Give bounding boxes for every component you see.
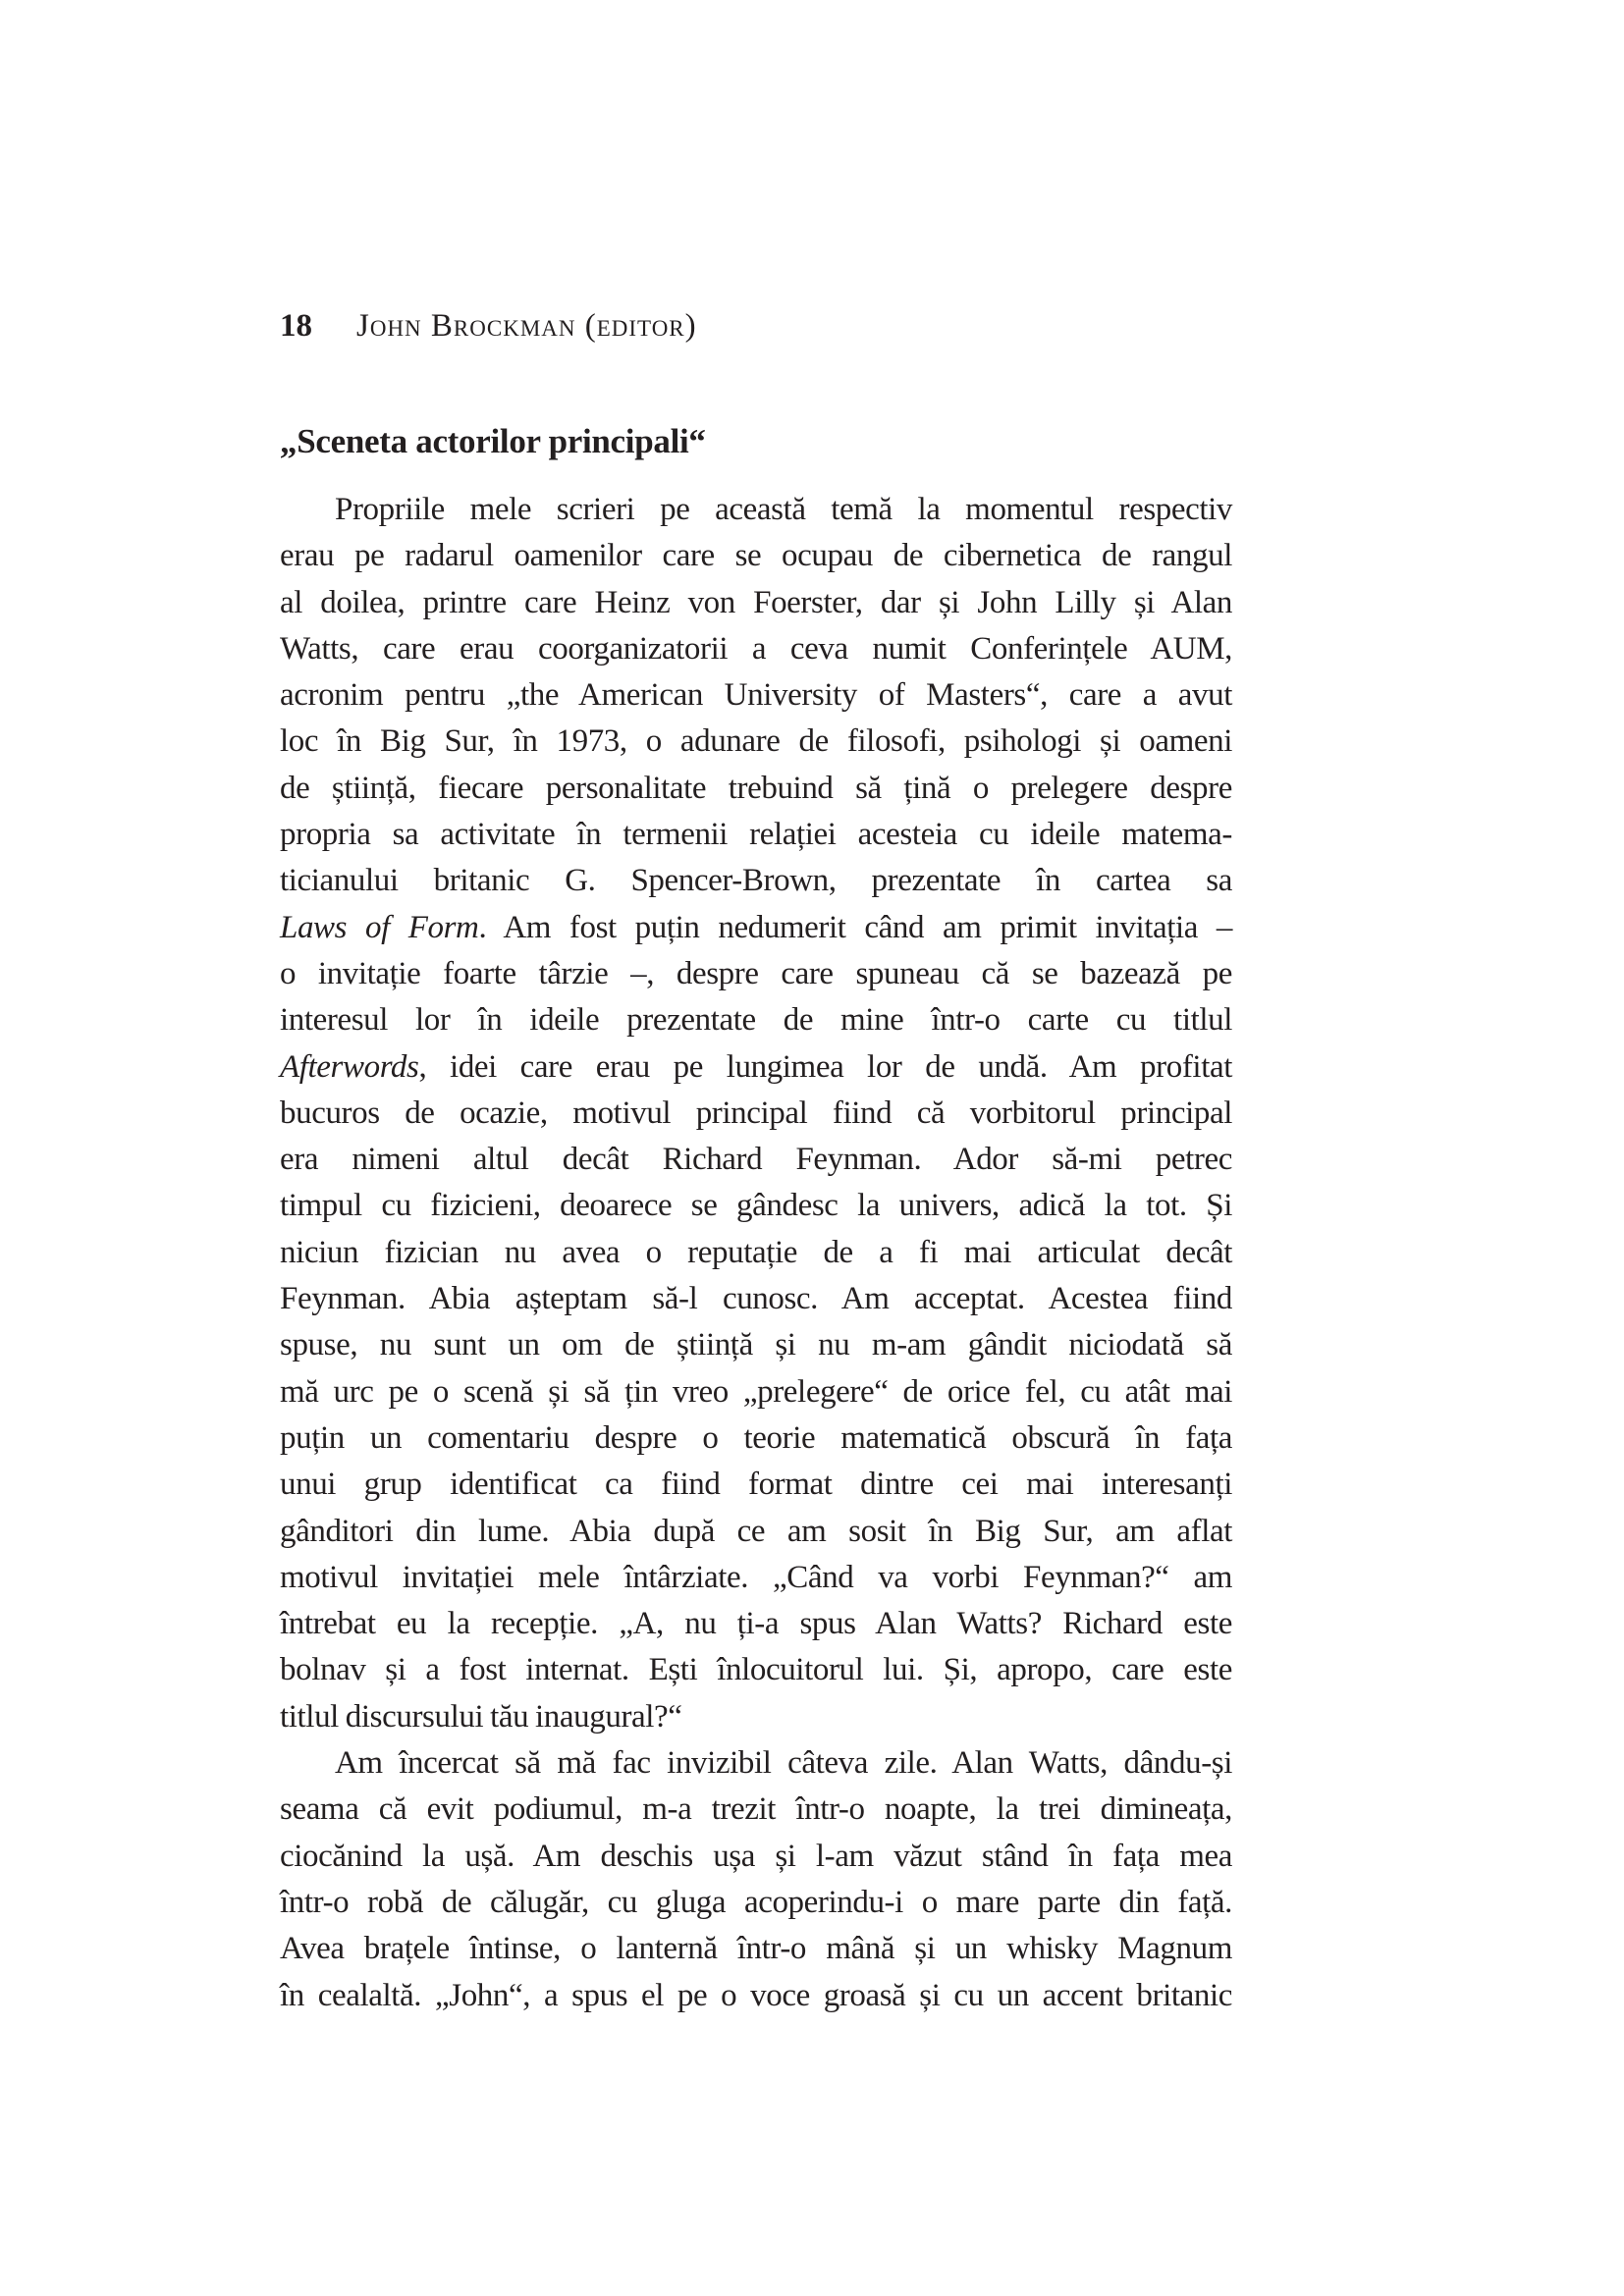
- line-text: întrebat eu la recepție. „A, nu ți-a spus Alan Watts? Richard este: [280, 1606, 1232, 1642]
- text-line: [280, 719, 1232, 765]
- text-line: [280, 1183, 1232, 1229]
- line-text: . Am fost puțin nedumerit când am primit invitația –: [478, 909, 1232, 945]
- text-line: [280, 580, 1232, 626]
- text-line: [280, 1973, 1232, 2019]
- line-text: Am încercat să mă fac invizibil câteva zile. Alan Watts, dându-și: [335, 1745, 1232, 1782]
- text-line: [280, 1694, 1232, 1740]
- line-text: niciun fizician nu avea o reputație de a fi mai articulat decât: [280, 1234, 1232, 1270]
- text-line: [280, 533, 1232, 579]
- line-text: unui grup identificat ca fiind format dintre cei mai interesanți: [280, 1467, 1232, 1503]
- text-line: [280, 1044, 1232, 1091]
- line-text: gânditori din lume. Abia după ce am sosit în Big Sur, am aflat: [280, 1513, 1232, 1549]
- text-line: [280, 1230, 1232, 1276]
- line-text: Avea brațele întinse, o lanternă într-o mână și un whisky Magnum: [280, 1931, 1232, 1967]
- text-line: [280, 1647, 1232, 1693]
- line-text: timpul cu fizicieni, deoarece se gândesc la univers, adică la tot. Și: [280, 1188, 1232, 1224]
- line-text: titlul discursului tău inaugural?“: [280, 1698, 682, 1735]
- line-text: Propriile mele scrieri pe această temă la momentul respectiv: [335, 492, 1232, 527]
- text-line: [280, 1462, 1232, 1508]
- text-line: [280, 905, 1232, 951]
- running-title: John Brockman (editor): [356, 308, 697, 344]
- text-line: [280, 1415, 1232, 1462]
- line-text: al doilea, printre care Heinz von Foerster, dar și John Lilly și Alan: [280, 584, 1232, 620]
- text-line: [280, 1601, 1232, 1647]
- text-line: [280, 1091, 1232, 1137]
- text-line: [280, 951, 1232, 997]
- page-number: 18: [280, 308, 312, 344]
- line-text: loc în Big Sur, în 1973, o adunare de filosofi, psihologi și oameni: [280, 723, 1232, 760]
- text-line: [280, 626, 1232, 672]
- line-text: erau pe radarul oamenilor care se ocupau de cibernetica de rangul: [280, 538, 1232, 574]
- line-text: ticianului britanic G. Spencer-Brown, prezentate în cartea sa: [280, 863, 1232, 899]
- text-line: [280, 1834, 1232, 1880]
- text-line: [280, 1276, 1232, 1322]
- line-text: bolnav și a fost internat. Ești înlocuitorul lui. Și, apropo, care este: [280, 1652, 1232, 1688]
- line-text: motivul invitației mele întârziate. „Când va vorbi Feynman?“ am: [280, 1559, 1232, 1595]
- line-text: acronim pentru „the American University of Masters“, care a avut: [280, 677, 1232, 714]
- line-text: în cealaltă. „John“, a spus el pe o voce groasă și cu un accent britanic: [280, 1977, 1232, 2013]
- text-line: [280, 1926, 1232, 1972]
- line-text: de știință, fiecare personalitate trebuind să țină o prelegere despre: [280, 770, 1232, 806]
- line-text: spuse, nu sunt un om de știință și nu m-am gândit niciodată să: [280, 1327, 1232, 1363]
- text-line: [280, 1137, 1232, 1183]
- line-text: propria sa activitate în termenii relației acesteia cu ideile matema-: [280, 817, 1232, 853]
- line-text: bucuros de ocazie, motivul principal fiind că vorbitorul principal: [280, 1095, 1232, 1131]
- section-title: „Sceneta actorilor principali“: [280, 422, 706, 460]
- text-line: [280, 1787, 1232, 1833]
- line-text: o invitație foarte târzie –, despre care spuneau că se bazează pe: [280, 955, 1232, 991]
- text-line: [280, 1740, 1232, 1787]
- text-line: [280, 812, 1232, 858]
- line-text: Feynman. Abia așteptam să-l cunosc. Am acceptat. Acestea fiind: [280, 1281, 1232, 1317]
- line-text: ciocănind la ușă. Am deschis ușa și l-am văzut stând în fața mea: [280, 1838, 1232, 1874]
- book-title-italic: Laws of Form: [280, 909, 479, 945]
- text-line: [280, 997, 1232, 1043]
- text-line: [280, 1555, 1232, 1601]
- running-head: [280, 302, 697, 349]
- line-text: , idei care erau pe lungimea lor de undă. Am profitat: [418, 1048, 1232, 1085]
- text-line: [280, 1322, 1232, 1368]
- line-text: era nimeni altul decât Richard Feynman. Ador să-mi petrec: [280, 1142, 1232, 1178]
- text-line: [280, 672, 1232, 719]
- body-text: [280, 487, 1232, 2019]
- line-text: mă urc pe o scenă și să țin vreo „prelegere“ de orice fel, cu atât mai: [280, 1373, 1232, 1410]
- text-line: [280, 487, 1232, 533]
- line-text: puțin un comentariu despre o teorie matematică obscură în fața: [280, 1419, 1232, 1456]
- text-line: [280, 858, 1232, 904]
- text-line: [280, 1369, 1232, 1415]
- line-text: Watts, care erau coorganizatorii a ceva numit Conferințele AUM,: [280, 630, 1232, 667]
- text-line: [280, 1509, 1232, 1555]
- line-text: seama că evit podiumul, m-a trezit într-o noapte, la trei dimineața,: [280, 1791, 1232, 1828]
- text-line: [280, 766, 1232, 812]
- book-title-italic: Afterwords: [280, 1048, 419, 1085]
- line-text: interesul lor în ideile prezentate de mine într-o carte cu titlul: [280, 1002, 1232, 1039]
- line-text: într-o robă de călugăr, cu gluga acoperindu-i o mare parte din față.: [280, 1884, 1232, 1920]
- text-line: [280, 1880, 1232, 1926]
